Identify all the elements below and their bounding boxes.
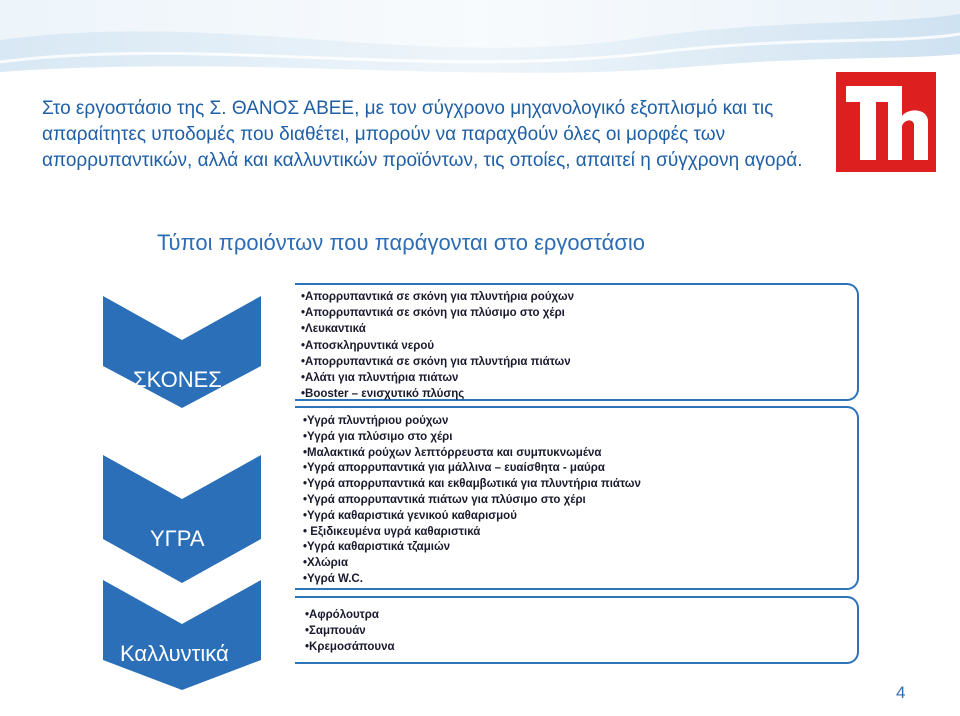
list-item: •Σαμπουάν [305, 624, 366, 637]
list-item: •Υγρά καθαριστικά γενικού καθαρισμού [303, 509, 517, 522]
list-item: •Αφρόλουτρα [305, 609, 379, 621]
page-number: 4 [896, 683, 906, 702]
chevron-shape-ygra [103, 455, 261, 583]
panel-kallyntika [295, 596, 859, 664]
list-item: •Απορρυπαντικά σε σκόνη για πλυντήρια ρούχων [301, 291, 574, 303]
list-item: •Υγρά W.C. [303, 572, 363, 585]
panel-skones [295, 283, 859, 401]
list-item: •Υγρά απορρυπαντικά πιάτων για πλύσιμο στο χέρι [303, 493, 586, 506]
category-label-skones: ΣΚΟΝΕΣ [133, 367, 222, 392]
list-item: •Υγρά απορρυπαντικά και εκθαμβωτικά για πλυντήρια πιάτων [303, 478, 641, 491]
list-item: •Λευκαντικά [301, 323, 366, 336]
list-item: •Υγρά για πλύσιμο στο χέρι [303, 430, 453, 443]
section-title: Τύποι προιόντων που παράγονται στο εργοστάσιο [157, 230, 646, 255]
category-label-kallyntika: Καλλυντικά [120, 641, 229, 666]
list-item: • Εξιδικευμένα υγρά καθαριστικά [303, 525, 481, 538]
list-item: •Αλάτι για πλυντήρια πιάτων [301, 372, 459, 385]
list-item: •Μαλακτικά ρούχων λεπτόρρευστα και συμπυκνωμένα [303, 446, 602, 459]
list-item: •Booster – ενισχυτικό πλύσης [301, 388, 465, 401]
chevron-shape-kallyntika [103, 580, 261, 690]
list-item: •Υγρά απορρυπαντικά για μάλλινα – ευαίσθητα - μαύρα [303, 462, 605, 475]
company-logo [836, 72, 936, 172]
list-item: •Αποσκληρυντικά νερού [301, 339, 435, 352]
list-item: •Απορρυπαντικά σε σκόνη για πλυντήρια πιάτων [301, 355, 571, 368]
panel-ygra [295, 406, 859, 590]
category-label-ygra: ΥΓΡΑ [150, 526, 205, 551]
list-item: •Υγρά καθαριστικά τζαμιών [303, 541, 451, 554]
intro-paragraph: Στο εργοστάσιο της Σ. ΘΑΝΟΣ ΑΒΕΕ, με τον σύγχρονο μηχανολογικό εξοπλισμό και τις απαραίτητες υποδομές που διαθέτει, μπορούν να παραχθούν όλες οι μορφές των απορρυπαντικών, αλλά και καλλυντικών προϊόντων, τις οποίες, απαιτεί η σύγχρονη αγορά. [42, 98, 803, 171]
list-item: •Απορρυπαντικά σε σκόνη για πλύσιμο στο χέρι [301, 307, 565, 320]
list-item: •Χλώρια [303, 557, 349, 570]
list-item: •Κρεμοσάπουνα [305, 640, 395, 653]
list-item: •Υγρά πλυντήριου ρούχων [303, 415, 449, 427]
header-decoration [0, 0, 960, 78]
